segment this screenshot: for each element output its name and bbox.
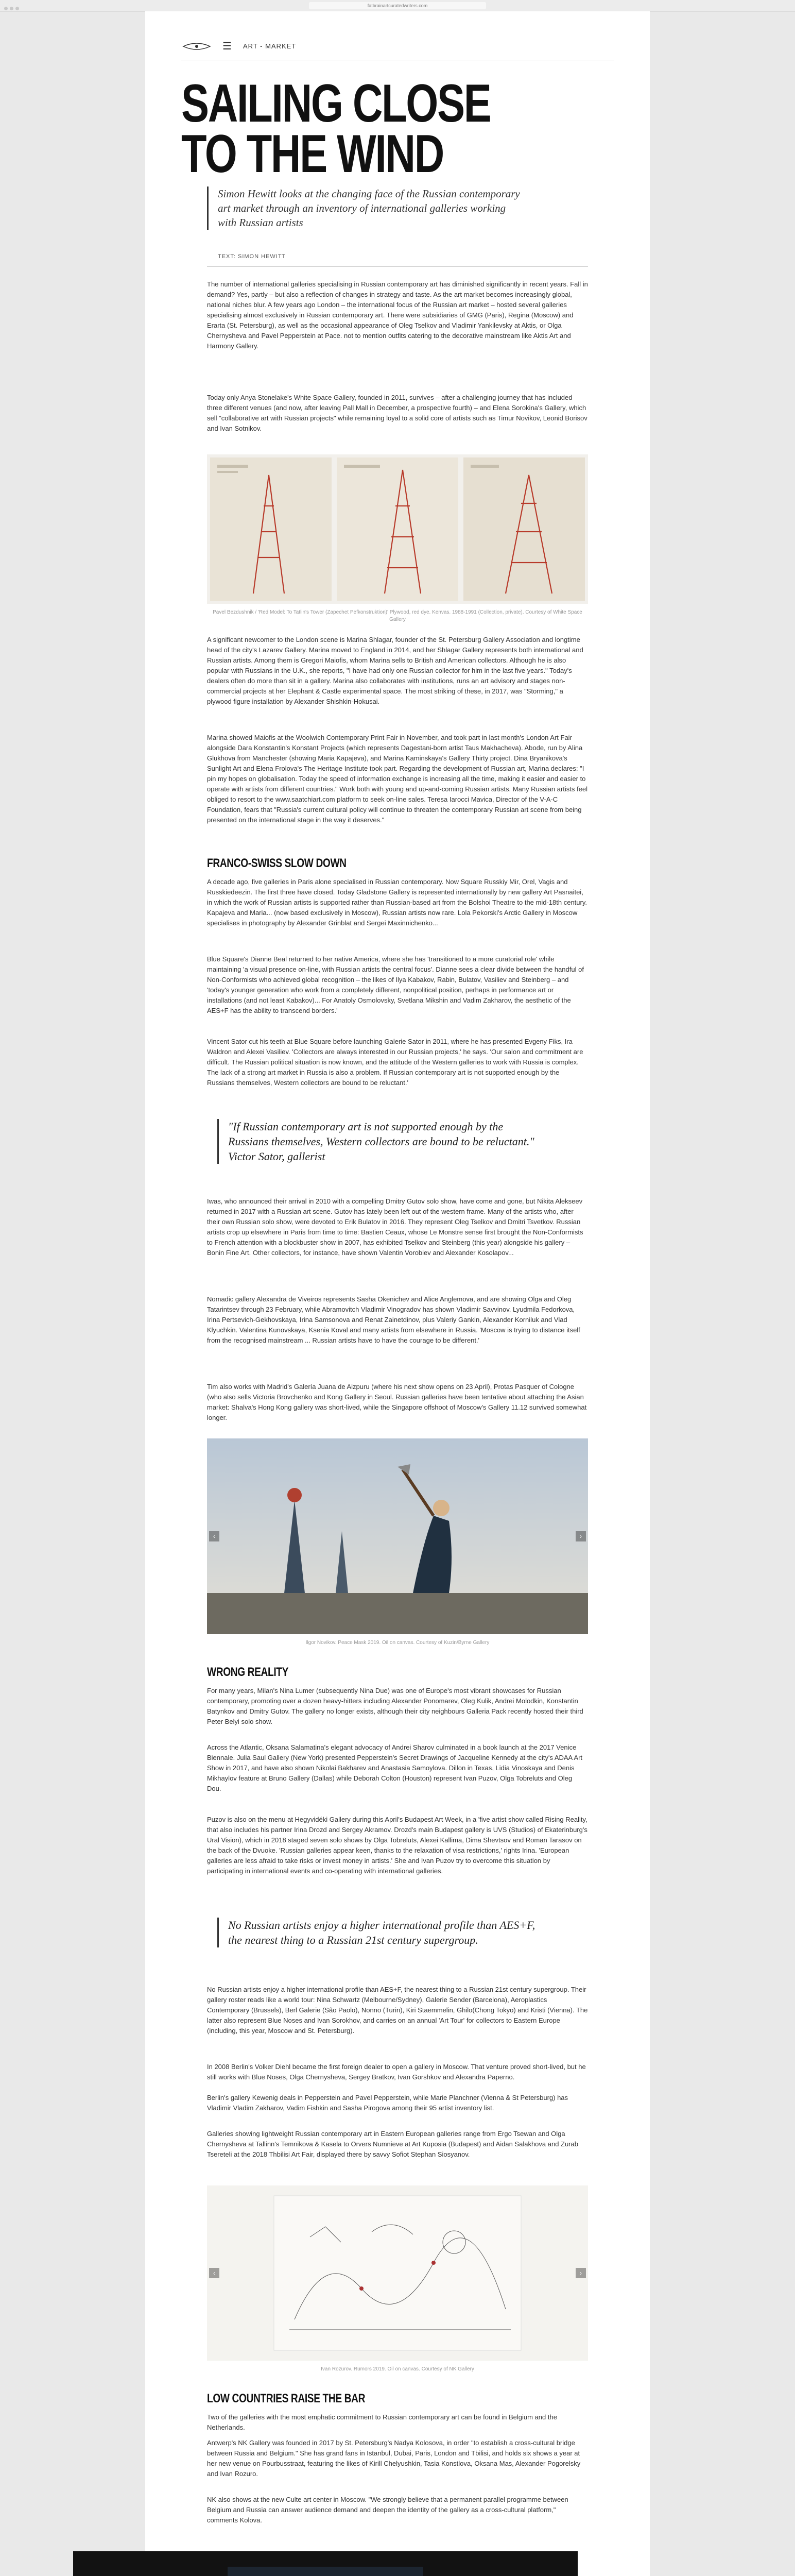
- site-logo-icon[interactable]: [181, 39, 212, 54]
- image-caption: Ilgor Novikov. Peace Mask 2019. Oil on canvas. Courtesy of Kuzin/Byrne Gallery: [305, 1640, 490, 1646]
- standfirst: Simon Hewitt looks at the changing face of the Russian contemporary art market through an inventory of international galleries working with Russian artists: [207, 187, 527, 230]
- page-title: [181, 74, 519, 184]
- photo-banner: [145, 2551, 650, 2576]
- section-heading: LOW COUNTRIES RAISE THE BAR: [207, 2392, 366, 2405]
- paragraph: No Russian artists enjoy a higher international profile than AES+F, the nearest thing to a Russian 21st century supergroup. Their gallery roster reads like a world tour: Nina Schwartz (Melbourne/Sydney), Galerie Sender (Barcelona), Aeroplastics Contemporary (Brussels), Berl Galerie (São Paolo), Nonno (Turin), Kiri Staemmelin, Ghilo(Chong Tokyo) and Kristi (Vienna). The latter also represent Blue Noses and Ivan Sorokhov, and carries on an annual 'Art Tour' for collectors to Eastern Europe (including, this year, Moscow and St. Petersburg).: [207, 1986, 588, 2035]
- byline: TEXT: SIMON HEWITT: [218, 253, 286, 260]
- divider: [207, 266, 588, 267]
- window-controls[interactable]: [4, 4, 21, 13]
- paragraph: Antwerp's NK Gallery was founded in 2017 by St. Petersburg's Nadya Kolosova, in order "to establish a cross-cultural bridge between Russia and Belgium." She has grand fans in Istanbul, Dubai, Paris, London and Tbilisi, and holds six shows a year at her new venue on Pourbusstraat, featuring the likes of Kirill Chelyushkin, Tasia Konstlova, Oksana Mas, Alexander Pogorelsky and Ivan Rozuro.: [207, 2439, 581, 2478]
- menu-icon[interactable]: ☰: [222, 41, 232, 52]
- paragraph: Galleries showing lightweight Russian contemporary art in Eastern European galleries range from Ergo Tsewan and Olga Chernysheva at Tallinn's Temnikova & Kasela to Orvers Numnieve at Art Kuposia (Budapest) and Aidan Salakhova and Zurab Tsereteli at the 2018 Thbilisi Art Fair, displayed there by savvy Sofiot Stephan Siosyanov.: [207, 2130, 579, 2158]
- paragraph: Nomadic gallery Alexandra de Viveiros represents Sasha Okenichev and Alice Anglemova, and are showing Olga and Oleg Tatarintsev through 23 February, while Abramovitch Vladimir Vinogradov has shown Vladimir Savvinov. Lyudmila Fedorkova, Irina Pertsevich-Gekhovskaya, Irina Samsonova and Renat Zainetdinov, plus Valeriy Gankin, Alexander Korniluk and Vlad Klyuchkin. Valentina Kunovskaya, Ksenia Koval and many artists from elsewhere in Russia. 'Moscow is trying to distance itself from the recognised mainstream ... Russian artists have to have the courage to be different.': [207, 1295, 580, 1344]
- chevron-left-icon[interactable]: ‹: [209, 2268, 219, 2278]
- address-bar[interactable]: fatbrainartcuratedwriters.com: [309, 2, 486, 9]
- paragraph: Vincent Sator cut his teeth at Blue Square before launching Galerie Sator in 2011, where he has presented Evgeny Fiks, Ira Waldron and Alexei Vasiliev. 'Collectors are always interested in our Russian projects,' he says. 'Our salon and commitment are difficult. The Russian political situation is now known, and the attitude of the Western galleries to work with Russia is complex. The lack of a strong art market in Russia is also a problem. If Russian contemporary art is not supported enough by the Russians themselves, Western collectors are bound to be reluctant.': [207, 1038, 583, 1087]
- section-heading: FRANCO-SWISS SLOW DOWN: [207, 856, 347, 870]
- paragraph: Two of the galleries with the most emphatic commitment to Russian contemporary art can be found in Belgium and the Netherlands.: [207, 2413, 557, 2431]
- artwork-image-figure: [207, 1438, 588, 1634]
- paragraph: Across the Atlantic, Oksana Salamatina's elegant advocacy of Andrei Sharov culminated in a book launch at the 2017 Venice Biennale. Julia Saul Gallery (New York) presented Pepperstein's Secret Drawings of Jacqueline Kennedy at the city's ADAA Art Show in 2017, and have also shown Nikolai Bakharev and Anastasia Samoylova. Dillon in Texas, Lidia Vinoskaya and Denis Mikhaylov feature at Bruno Gallery (Dallas) while Deborah Colton (Houston) represent Ivan Puzov, Olga Tobreluts and Oleg Dou.: [207, 1743, 583, 1792]
- paragraph: The number of international galleries specialising in Russian contemporary art has diminished significantly in recent years. Fall in demand? Yes, partly – but also a reflection of changes in strategy and taste. As the art market becomes increasingly global, national niches blur. A few years ago London – the international focus of the Russian art market – hosted several galleries specialising almost exclusively in Russian contemporary art. There were subsidiaries of GMG (Paris), Regina (Moscow) and Erarta (St. Petersburg), as well as the occasional appearance of Oleg Tselkov and Vladimir Yankilevsky at Aktis, or Olga Chernysheva and Pavel Pepperstein at Pace. not to mention outfits catering to the decorative mainstream like Aktis Art and Harmony Gallery.: [207, 280, 588, 350]
- title-line-1: SAILING CLOSE: [181, 74, 491, 133]
- paragraph: For many years, Milan's Nina Lumer (subsequently Nina Due) was one of Europe's most vibrant showcases for Russian contemporary, promoting over a dozen heavy-hitters including Alexander Ponomarev, Oleg Kulik, Andrei Molodkin, Konstantin Batynkov and Dmitry Gutov. The gallery no longer exists, although their city neighbours Galleria Pack recently hosted their third Peter Belyi solo show.: [207, 1687, 583, 1725]
- chevron-right-icon[interactable]: ›: [576, 1531, 586, 1541]
- paragraph: Today only Anya Stonelake's White Space Gallery, founded in 2011, survives – after a challenging journey that has included three different venues (and now, after leaving Pall Mall in December, a prospective fourth) – and Elena Sorokina's Gallery, which sell "collaborative art with Russian projects" while remaining loyal to a solid core of artists such as Timur Novikov, Leonid Borisov and Ivan Sotnikov.: [207, 394, 587, 432]
- paragraph: Berlin's gallery Kewenig deals in Pepperstein and Pavel Pepperstein, while Marie Planchner (Vienna & St Petersburg) has Vladimir Vladim Zakharov, Vadim Fishkin and Sasha Pirogova among their 95 artist inventory list.: [207, 2094, 568, 2112]
- artwork-image-sketch: [207, 2185, 588, 2361]
- paragraph: In 2008 Berlin's Volker Diehl became the first foreign dealer to open a gallery in Moscow. That venture proved short-lived, but he still works with Blue Noses, Olga Chernysheva, Sergey Bratkov, Ivan Gorshkov and Alexandra Paperno.: [207, 2063, 586, 2081]
- browser-bar: [0, 0, 795, 12]
- paragraph: A decade ago, five galleries in Paris alone specialised in Russian contemporary. Now Square Russkiy Mir, Orel, Vagis and Russkiedeezin. The first three have closed. Today Gladstone Gallery is represented internationally by new gallery Art Pasnaitei, in which the work of Russian artists is supported rather than Russian-based art from the Bolshoi Theatre to the mid-18th century. Kapajeva and Maria... (now based exclusively in Moscow), Russian artists now rare. Lola Pekorski's Arctic Gallery in Moscow specialises in photography by Alexander Grinblat and Sergei Maxinnichenko...: [207, 878, 587, 927]
- paragraph: NK also shows at the new Culte art center in Moscow. "We strongly believe that a permanent parallel programme between Belgium and Russia can answer audience demand and deepen the identity of the gallery as a cross-cultural platform," comments Kolova.: [207, 2496, 568, 2524]
- pull-quote: "If Russian contemporary art is not supported enough by the Russians themselves, Western collectors are bound to be reluctant." Victor Sator, gallerist: [217, 1119, 537, 1164]
- paragraph: Marina showed Maiofis at the Woolwich Contemporary Print Fair in November, and took part in last month's London Art Fair alongside Dara Konstantin's Konstant Projects (which represents Dagestani-born artist Taus Makhacheva). Abode, run by Alina Glukhova from Manchester (showing Maria Kapajeva), and Marina Kaminskaya's Gallery Thirty project. Dina Bryanikova's Sunlight Art and Elena Frolova's The Heritage Institute took part. Regarding the development of Russian art, Marina declares: "I pin my hopes on globalisation. Today the speed of information exchange is increasing all the time, making it easier and easier to operate with artists from different countries." Work both with young and up-and-coming Russian artists. Many Russian artists feel obliged to resort to the www.saatchiart.com platform to seek on-line sales. Teresa Iarocci Mavica, Director of the V-A-C Foundation, fears that "Russia's current cultural policy will continue to threaten the contemporary Russian art scene from being presented on the international stage in the way it deserves.": [207, 734, 587, 824]
- section-heading: WRONG REALITY: [207, 1665, 288, 1679]
- image-caption: Pavel Bezdushnik / 'Red Model: To Tatlin's Tower (Zapechet Pefkonstruktion)' Plywood, red dye. Kenvas. 1988-1991 (Collection, private). Courtesy of White Space Gallery: [213, 609, 582, 622]
- artwork-image-towers: [207, 454, 588, 604]
- paragraph: Iwas, who announced their arrival in 2010 with a compelling Dmitry Gutov solo show, have come and gone, but Nikita Alekseev returned in 2017 with a Russian art scene. Gutov has lately been left out of the western frame. Many of the artists who, after their own Russian solo show, were devoted to Erik Bulatov in 2016. They represent Oleg Tselkov and Dmitri Tsvetkov. Russian artists crop up elsewhere in Paris from time to time: Bastien Ceaux, whose Le Monstre sense first brought the Non-Conformists to French attention with a blockbuster show in 2007, has exhibited Tselkov and Steinberg (this year) alongside his gallery – Bonin Fine Art. Other collectors, for instance, have shown Valentin Vorobiev and Alexander Kosolapov...: [207, 1197, 583, 1257]
- title-line-2: TO THE WIND: [181, 124, 444, 184]
- chevron-left-icon[interactable]: ‹: [209, 1531, 219, 1541]
- article-page: [145, 11, 650, 2576]
- pull-quote: No Russian artists enjoy a higher international profile than AES+F, the nearest thing to a Russian 21st century supergroup.: [217, 1918, 537, 1947]
- image-caption: Ivan Rozurov. Rumors 2019. Oil on canvas. Courtesy of NK Gallery: [321, 2366, 474, 2372]
- chevron-right-icon[interactable]: ›: [576, 2268, 586, 2278]
- paragraph: Puzov is also on the menu at Hegyvidéki Gallery during this April's Budapest Art Week, in a 'five artist show called Rising Reality, that also includes his partner Irina Drozd and Sergey Akramov. Drozd's main Budapest gallery is UVS (Studios) of Ekaterinburg's Ural Vision), which in 2018 staged seven solo shows by Olga Tobreluts, Alexei Kallima, Dima Shevtsov and Roman Tarasov on the back of the Dvuoke. 'Russian galleries appear keen, thanks to the relaxation of visa restrictions,' rights Irina. 'European galleries are less afraid to take risks or invest money in artists.' She and Ivan Puzov try to overcome this situation by participating in international events and co-operating with international galleries.: [207, 1816, 587, 1875]
- paragraph: Tim also works with Madrid's Galería Juana de Aizpuru (where his next show opens on 23 April), Protas Pasquer of Cologne (who also sells Victoria Brovchenko and Kong Gallery in Seoul. Russian galleries have been tentative about attaching the Asian market: Shalva's Hong Kong gallery was short-lived, while the Singapore offshoot of Moscow's Gallery 11.12 survived somewhat longer.: [207, 1383, 587, 1421]
- paragraph: Blue Square's Dianne Beal returned to her native America, where she has 'transitioned to a more curatorial role' while maintaining 'a visual presence on-line, with Russian artists the central focus'. Dianne sees a clear divide between the handful of Non-Conformists who achieved global recognition – the likes of Ilya Kabakov, Rabin, Bulatov, Vasiliev and Steinberg – and 'today's younger generation who work from a completely different, nonpolitical position, perhaps in performance art or installations (and not least Kabakov)... For Anatoly Osmolovsky, Svetlana Mikshin and Vadim Zakharov, the aesthetic of the AES+F has the ability to transcend borders.': [207, 955, 584, 1014]
- paragraph: A significant newcomer to the London scene is Marina Shlagar, founder of the St. Petersburg Gallery Association and longtime head of the city's Lazarev Gallery. Marina moved to England in 2014, and her Shlagar Gallery represents both international and Russian artists. Among them is Gregori Maiofis, whom Marina sells to British and American collectors. Although he is also popular with Russians in the U.K., she reports, "I have had only one Russian collector for him in the last five years." Today's dealers often do more than sit in a gallery. Marina also collaborates with institutions, runs an art advisory and stages non-commercial projects at her Elephant & Castle experimental space. The most striking of these, in 2017, was "Storming," a plywood figure installation by Alexander Shishkin-Hokusai.: [207, 636, 583, 705]
- site-nav: [145, 32, 650, 61]
- breadcrumb[interactable]: ART - MARKET: [243, 42, 297, 50]
